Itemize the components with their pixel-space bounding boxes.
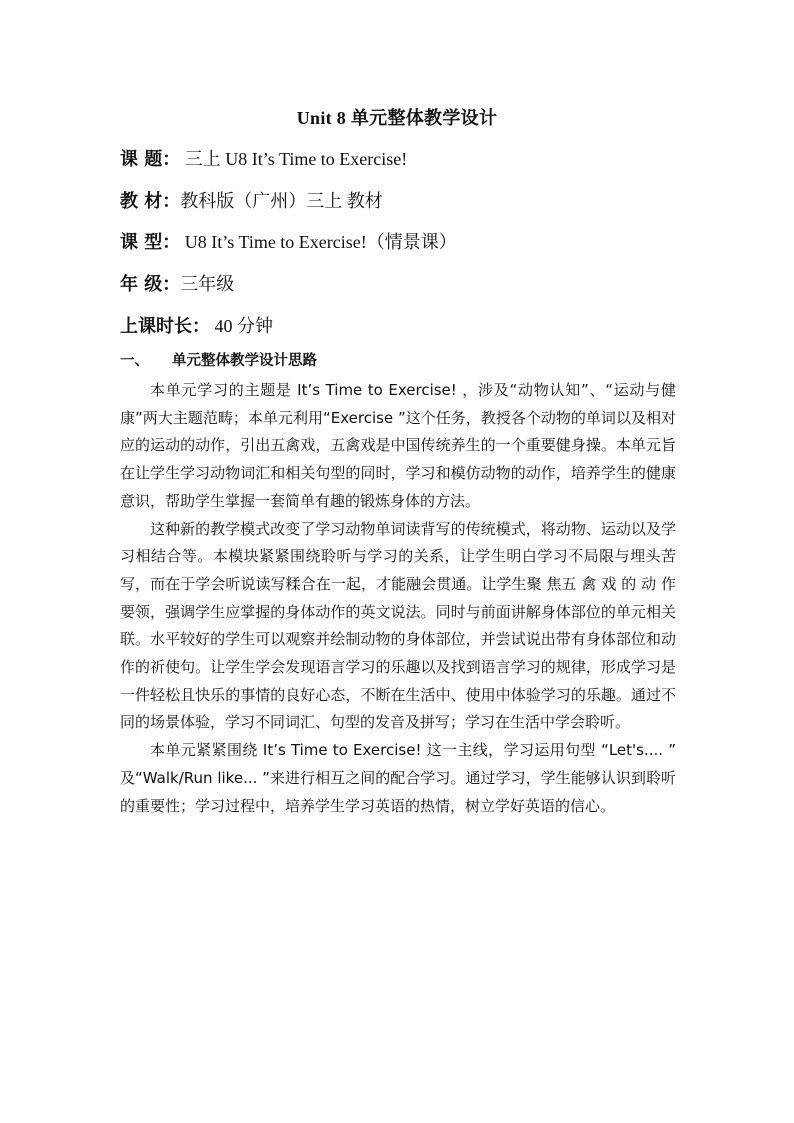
- meta-lesson-type-label: 课 型：: [120, 232, 181, 253]
- meta-duration: [120, 313, 273, 340]
- meta-grade-value: 三年级: [180, 274, 235, 294]
- meta-lesson-type-value: U8 It’s Time to Exercise!（情景课）: [180, 232, 457, 252]
- paragraph: 本单元紧紧围绕 It’s Time to Exercise! 这一主线，学习运用句型 “Let's.... ” 及“Walk/Run like... ”来进行相互之间的配合学习。通过学习，学生能够认识到聆听的重要性；学习过程中，培养学生学习英语的热情，树立学好英语的信心。: [120, 741, 676, 815]
- meta-textbook-value: 教科版（广州）三上 教材: [180, 191, 383, 211]
- section-body: [120, 377, 676, 820]
- paragraph: 本单元学习的主题是 It’s Time to Exercise! ，涉及“动物认知”、“运动与健康”两大主题范畴；本单元利用“Exercise ”这个任务，教授各个动物的单词以及相对应的运动的动作，引出五禽戏，五禽戏是中国传统养生的一个重要健身操。本单元旨在让学生学习动物词汇和相关句型的同时，学习和模仿动物的动作，培养学生的健康意识，帮助学生掌握一套简单有趣的锻炼身体的方法。: [120, 381, 676, 510]
- meta-topic-label: 课 题：: [120, 149, 181, 170]
- section-number: 一、: [120, 353, 149, 369]
- meta-lesson-type: [120, 229, 457, 256]
- meta-duration-value: 40 分钟: [210, 316, 273, 336]
- meta-grade-label: 年 级：: [120, 274, 181, 295]
- section-title: 单元整体教学设计思路: [172, 353, 317, 369]
- paragraph: 这种新的教学模式改变了学习动物单词读背写的传统模式，将动物、运动以及学习相结合等。本模块紧紧围绕聆听与学习的关系，让学生明白学习不局限与埋头苦写，而在于学会听说读写糅合在一起，才能融会贯通。让学生聚 焦五 禽 戏 的 动 作要领，强调学生应掌握的身体动作的英文说法。同时与前面讲解身体部位的单元相关联。水平较好的学生可以观察并绘制动物的身体部位，并尝试说出带有身体部位和动作的祈使句。让学生学会发现语言学习的乐趣以及找到语言学习的规律，形成学习是一件轻松且快乐的事情的良好心态，不断在生活中、使用中体验学习的乐趣。通过不同的场景体验，学习不同词汇、句型的发音及拼写；学习在生活中学会聆听。: [120, 519, 676, 732]
- meta-duration-label: 上课时长：: [120, 316, 210, 337]
- meta-grade: [120, 271, 234, 298]
- section-heading: [120, 349, 317, 373]
- meta-textbook-label: 教 材：: [120, 191, 181, 212]
- meta-topic-value: 三上 U8 It’s Time to Exercise!: [180, 149, 408, 169]
- meta-topic: [120, 146, 407, 173]
- document-title: Unit 8 单元整体教学设计: [296, 108, 498, 128]
- meta-textbook: [120, 188, 383, 215]
